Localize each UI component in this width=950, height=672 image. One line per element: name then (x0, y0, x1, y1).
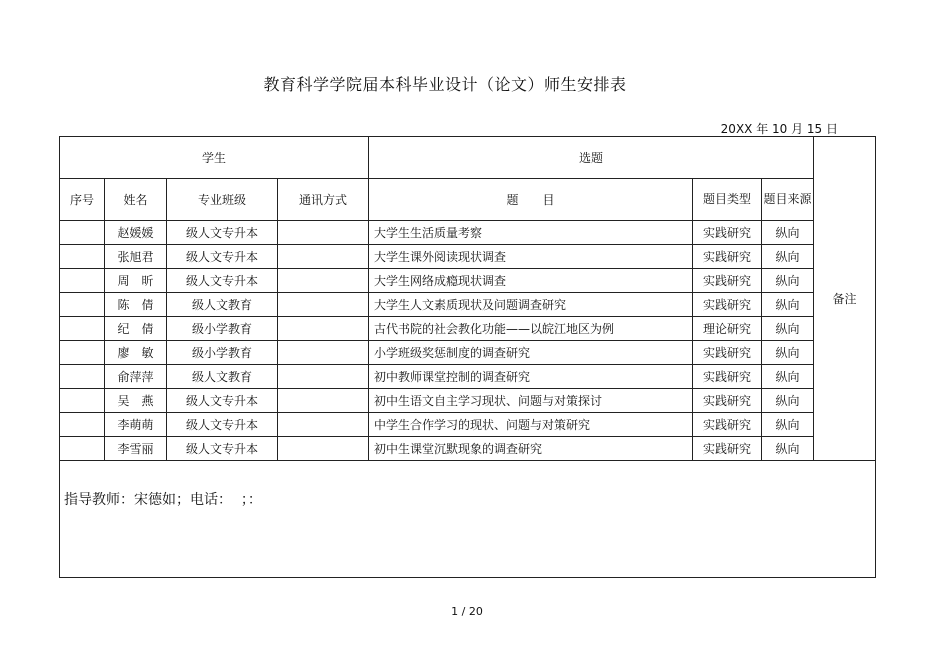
index-cell (60, 245, 105, 269)
major-class-cell: 级小学教育 (167, 317, 278, 341)
remarks-header: 备注 (814, 137, 876, 461)
table-row (60, 293, 876, 317)
topic-type-cell: 实践研究 (693, 341, 762, 365)
table-row (60, 221, 876, 245)
topic-cell: 初中生语文自主学习现状、问题与对策探讨 (369, 389, 693, 413)
topic-type-cell: 实践研究 (693, 437, 762, 461)
topic-source-header: 题目来源 (762, 179, 814, 221)
name-header: 姓名 (105, 179, 167, 221)
index-cell (60, 317, 105, 341)
contact-cell (278, 389, 369, 413)
document-date: 20XX 年 10 月 15 日 (720, 122, 838, 136)
contact-cell (278, 365, 369, 389)
index-cell (60, 293, 105, 317)
major-class-cell: 级人文教育 (167, 293, 278, 317)
topic-source-cell: 纵向 (762, 437, 814, 461)
index-cell (60, 437, 105, 461)
contact-cell (278, 293, 369, 317)
advisor-cell (60, 461, 876, 578)
topic-type-cell: 理论研究 (693, 317, 762, 341)
index-cell (60, 413, 105, 437)
topic-cell: 大学生课外阅读现状调查 (369, 245, 693, 269)
contact-cell (278, 413, 369, 437)
name-cell: 张旭君 (105, 245, 167, 269)
topic-group-header: 选题 (369, 137, 814, 179)
topic-source-cell: 纵向 (762, 341, 814, 365)
topic-source-cell: 纵向 (762, 221, 814, 245)
table-row (60, 413, 876, 437)
name-cell: 廖 敏 (105, 341, 167, 365)
major-class-header: 专业班级 (167, 179, 278, 221)
topic-type-cell: 实践研究 (693, 413, 762, 437)
topic-type-cell: 实践研究 (693, 389, 762, 413)
topic-type-header: 题目类型 (693, 179, 762, 221)
index-cell (60, 269, 105, 293)
major-class-cell: 级小学教育 (167, 341, 278, 365)
contact-cell (278, 269, 369, 293)
advisor-row (60, 461, 876, 578)
index-cell (60, 389, 105, 413)
major-class-cell: 级人文专升本 (167, 437, 278, 461)
contact-cell (278, 221, 369, 245)
topic-cell: 古代书院的社会教化功能——以皖江地区为例 (369, 317, 693, 341)
topic-source-cell: 纵向 (762, 389, 814, 413)
topic-source-cell: 纵向 (762, 317, 814, 341)
student-group-header: 学生 (60, 137, 369, 179)
name-cell: 吴 燕 (105, 389, 167, 413)
index-header: 序号 (60, 179, 105, 221)
name-cell: 俞萍萍 (105, 365, 167, 389)
advisor-info: 指导教师：宋德如；电话： ；： (64, 492, 262, 508)
topic-cell: 初中生课堂沉默现象的调查研究 (369, 437, 693, 461)
major-class-cell: 级人文专升本 (167, 389, 278, 413)
topic-type-cell: 实践研究 (693, 221, 762, 245)
table-row (60, 437, 876, 461)
major-class-cell: 级人文专升本 (167, 221, 278, 245)
topic-source-cell: 纵向 (762, 365, 814, 389)
table-row (60, 245, 876, 269)
assignment-table (59, 136, 876, 578)
topic-cell: 小学班级奖惩制度的调查研究 (369, 341, 693, 365)
index-cell (60, 341, 105, 365)
contact-cell (278, 245, 369, 269)
topic-type-cell: 实践研究 (693, 365, 762, 389)
topic-source-cell: 纵向 (762, 293, 814, 317)
topic-source-cell: 纵向 (762, 413, 814, 437)
header-row-groups (60, 137, 876, 179)
contact-header: 通讯方式 (278, 179, 369, 221)
major-class-cell: 级人文教育 (167, 365, 278, 389)
table-row (60, 317, 876, 341)
document-title: 教育科学学院届本科毕业设计（论文）师生安排表 (263, 75, 627, 94)
table-row (60, 269, 876, 293)
major-class-cell: 级人文专升本 (167, 269, 278, 293)
table-row (60, 365, 876, 389)
name-cell: 李萌萌 (105, 413, 167, 437)
topic-cell: 大学生人文素质现状及问题调查研究 (369, 293, 693, 317)
contact-cell (278, 437, 369, 461)
major-class-cell: 级人文专升本 (167, 413, 278, 437)
topic-type-cell: 实践研究 (693, 269, 762, 293)
topic-cell: 中学生合作学习的现状、问题与对策研究 (369, 413, 693, 437)
name-cell: 周 昕 (105, 269, 167, 293)
contact-cell (278, 341, 369, 365)
contact-cell (278, 317, 369, 341)
name-cell: 纪 倩 (105, 317, 167, 341)
topic-cell: 大学生生活质量考察 (369, 221, 693, 245)
index-cell (60, 365, 105, 389)
header-row-columns (60, 179, 876, 221)
topic-cell: 大学生网络成瘾现状调查 (369, 269, 693, 293)
topic-source-cell: 纵向 (762, 245, 814, 269)
name-cell: 赵媛媛 (105, 221, 167, 245)
name-cell: 陈 倩 (105, 293, 167, 317)
topic-cell: 初中教师课堂控制的调查研究 (369, 365, 693, 389)
table-row (60, 389, 876, 413)
major-class-cell: 级人文专升本 (167, 245, 278, 269)
page-number: 1 / 20 (451, 605, 483, 618)
name-cell: 李雪丽 (105, 437, 167, 461)
table-row (60, 341, 876, 365)
topic-type-cell: 实践研究 (693, 245, 762, 269)
index-cell (60, 221, 105, 245)
topic-type-cell: 实践研究 (693, 293, 762, 317)
topic-header: 题 目 (369, 179, 693, 221)
topic-source-cell: 纵向 (762, 269, 814, 293)
